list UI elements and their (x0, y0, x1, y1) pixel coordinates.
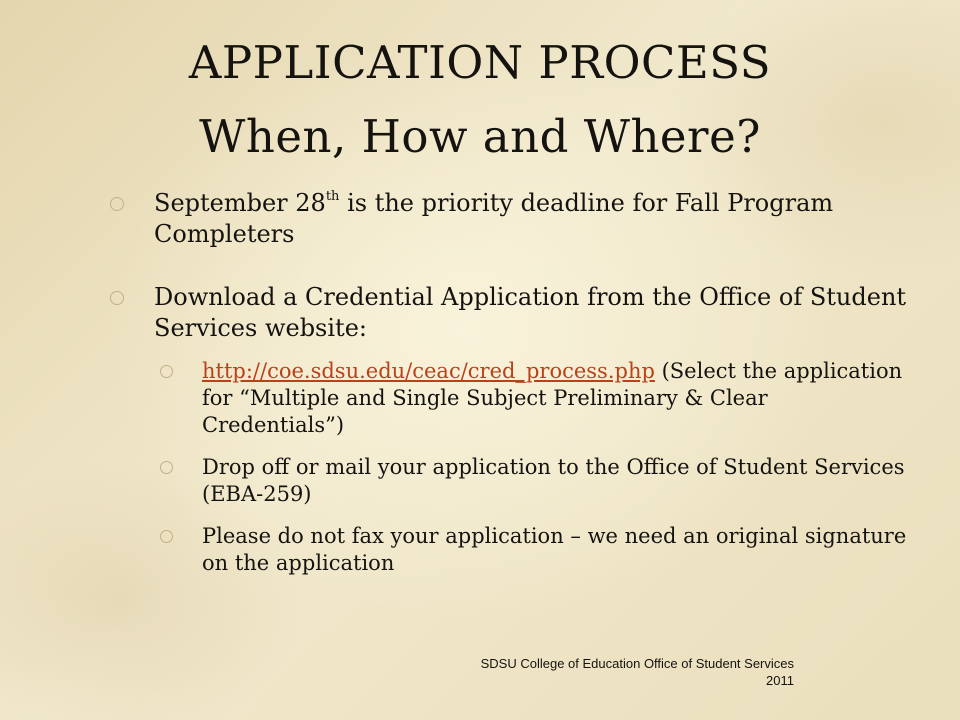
bullet-download-application (154, 282, 908, 344)
footer-year: 2011 (766, 673, 794, 688)
sub-bullet-no-fax (202, 523, 908, 577)
sub-bullet-text: (Select the application for “Multiple and Single Subject Preliminary & Clear Credentials”) (202, 359, 903, 437)
circle-bullet-icon (160, 530, 173, 543)
circle-bullet-icon (160, 461, 173, 474)
circle-bullet-icon (160, 365, 173, 378)
circle-bullet-icon (110, 291, 124, 305)
footer-organization: SDSU College of Education Office of Student Services (480, 656, 794, 671)
slide-body (108, 188, 908, 577)
sub-bullet-text: Please do not fax your application – we need an original signature on the application (202, 524, 907, 575)
sub-bullet-text: Drop off or mail your application to the Office of Student Services (EBA-259) (202, 455, 905, 506)
bullet-text: Download a Credential Application from the Office of Student Services website: (154, 283, 907, 342)
ordinal-suffix: th (325, 189, 340, 204)
sub-bullet-application-link (202, 358, 908, 439)
sub-bullet-drop-off (202, 454, 908, 508)
circle-bullet-icon (110, 197, 124, 211)
bullet-text-continued: is the priority deadline for Fall Program Completers (154, 189, 834, 248)
credential-application-link[interactable]: http://coe.sdsu.edu/ceac/cred_process.php (202, 359, 655, 383)
bullet-priority-deadline (154, 188, 908, 250)
slide-subtitle: When, How and Where? (199, 110, 761, 163)
slide-title: APPLICATION PROCESS (188, 36, 772, 89)
bullet-text: September 28 (154, 189, 326, 217)
slide-footer (394, 655, 794, 689)
